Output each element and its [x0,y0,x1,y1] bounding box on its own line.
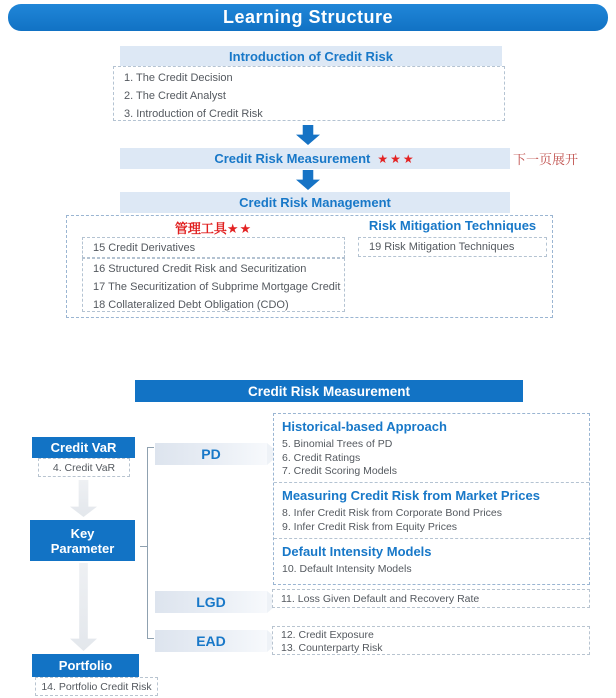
mitigation-header: Risk Mitigation Techniques [368,218,537,233]
panel-section-default-intensity [274,539,589,586]
measurement-bar-label: Credit Risk Measurement [214,151,371,166]
importance-stars: ★★ [226,221,253,236]
down-arrow-faded-icon [70,563,97,651]
mitigation-item-box [358,237,547,257]
panel-section-market-prices [274,483,589,539]
pd-label: PD [155,443,267,465]
next-page-note: 下一页展开 [513,152,579,167]
list-item: 17 The Securitization of Subprime Mortgage Credit [93,281,341,293]
list-item: 9. Infer Credit Risk from Equity Prices [282,520,458,533]
list-item: 2. The Credit Analyst [124,90,226,102]
down-arrow-icon [296,125,320,145]
section-title: Default Intensity Models [282,544,432,559]
intro-item-list [113,66,505,121]
list-item: 7. Credit Scoring Models [282,465,397,477]
down-arrow-icon [296,170,320,190]
ead-label: EAD [155,630,267,652]
list-item: 5. Binomial Trees of PD [282,438,393,450]
list-item: 3. Introduction of Credit Risk [124,108,263,120]
intro-section-header: Introduction of Credit Risk [120,46,502,66]
bracket-connector [147,447,148,639]
management-tools-title: 管理工具 [174,221,227,236]
management-tools-header [82,218,345,237]
lgd-item-box: 11. Loss Given Default and Recovery Rate [272,589,590,608]
list-item: 13. Counterparty Risk [281,641,383,654]
list-item: 8. Infer Credit Risk from Corporate Bond Prices [282,507,502,519]
section-title: Historical-based Approach [282,419,447,434]
key-parameter-node: Key Parameter [30,520,135,561]
section-title: Measuring Credit Risk from Market Prices [282,488,540,503]
measurement-detail-title: Credit Risk Measurement [135,380,523,402]
list-item: 1. The Credit Decision [124,72,233,84]
list-item: 18 Collateralized Debt Obligation (CDO) [93,299,289,311]
portfolio-item: 14. Portfolio Credit Risk [35,677,158,696]
tools-item-box [82,237,345,258]
credit-var-node: Credit VaR [32,437,135,458]
tools-item-box [82,258,345,312]
list-item: 6. Credit Ratings [282,451,361,464]
list-item: 19 Risk Mitigation Techniques [369,241,515,253]
page-title: Learning Structure [8,4,608,31]
pd-detail-panel [273,413,590,585]
bracket-tick [140,546,148,547]
list-item: 10. Default Intensity Models [282,563,412,575]
list-item: 15 Credit Derivatives [93,241,196,254]
list-item: 12. Credit Exposure [281,629,374,641]
bracket-tick [148,638,154,639]
bracket-tick [148,447,154,448]
down-arrow-faded-icon [70,480,97,517]
credit-var-item: 4. Credit VaR [38,458,130,477]
panel-section-historical [274,414,589,483]
measurement-section-bar [120,148,510,169]
portfolio-node: Portfolio [32,654,139,677]
lgd-label: LGD [155,591,267,613]
ead-item-box [272,626,590,655]
importance-stars: ★★★ [377,151,416,166]
management-section-bar: Credit Risk Management [120,192,510,213]
list-item: 16 Structured Credit Risk and Securitization [93,263,307,275]
